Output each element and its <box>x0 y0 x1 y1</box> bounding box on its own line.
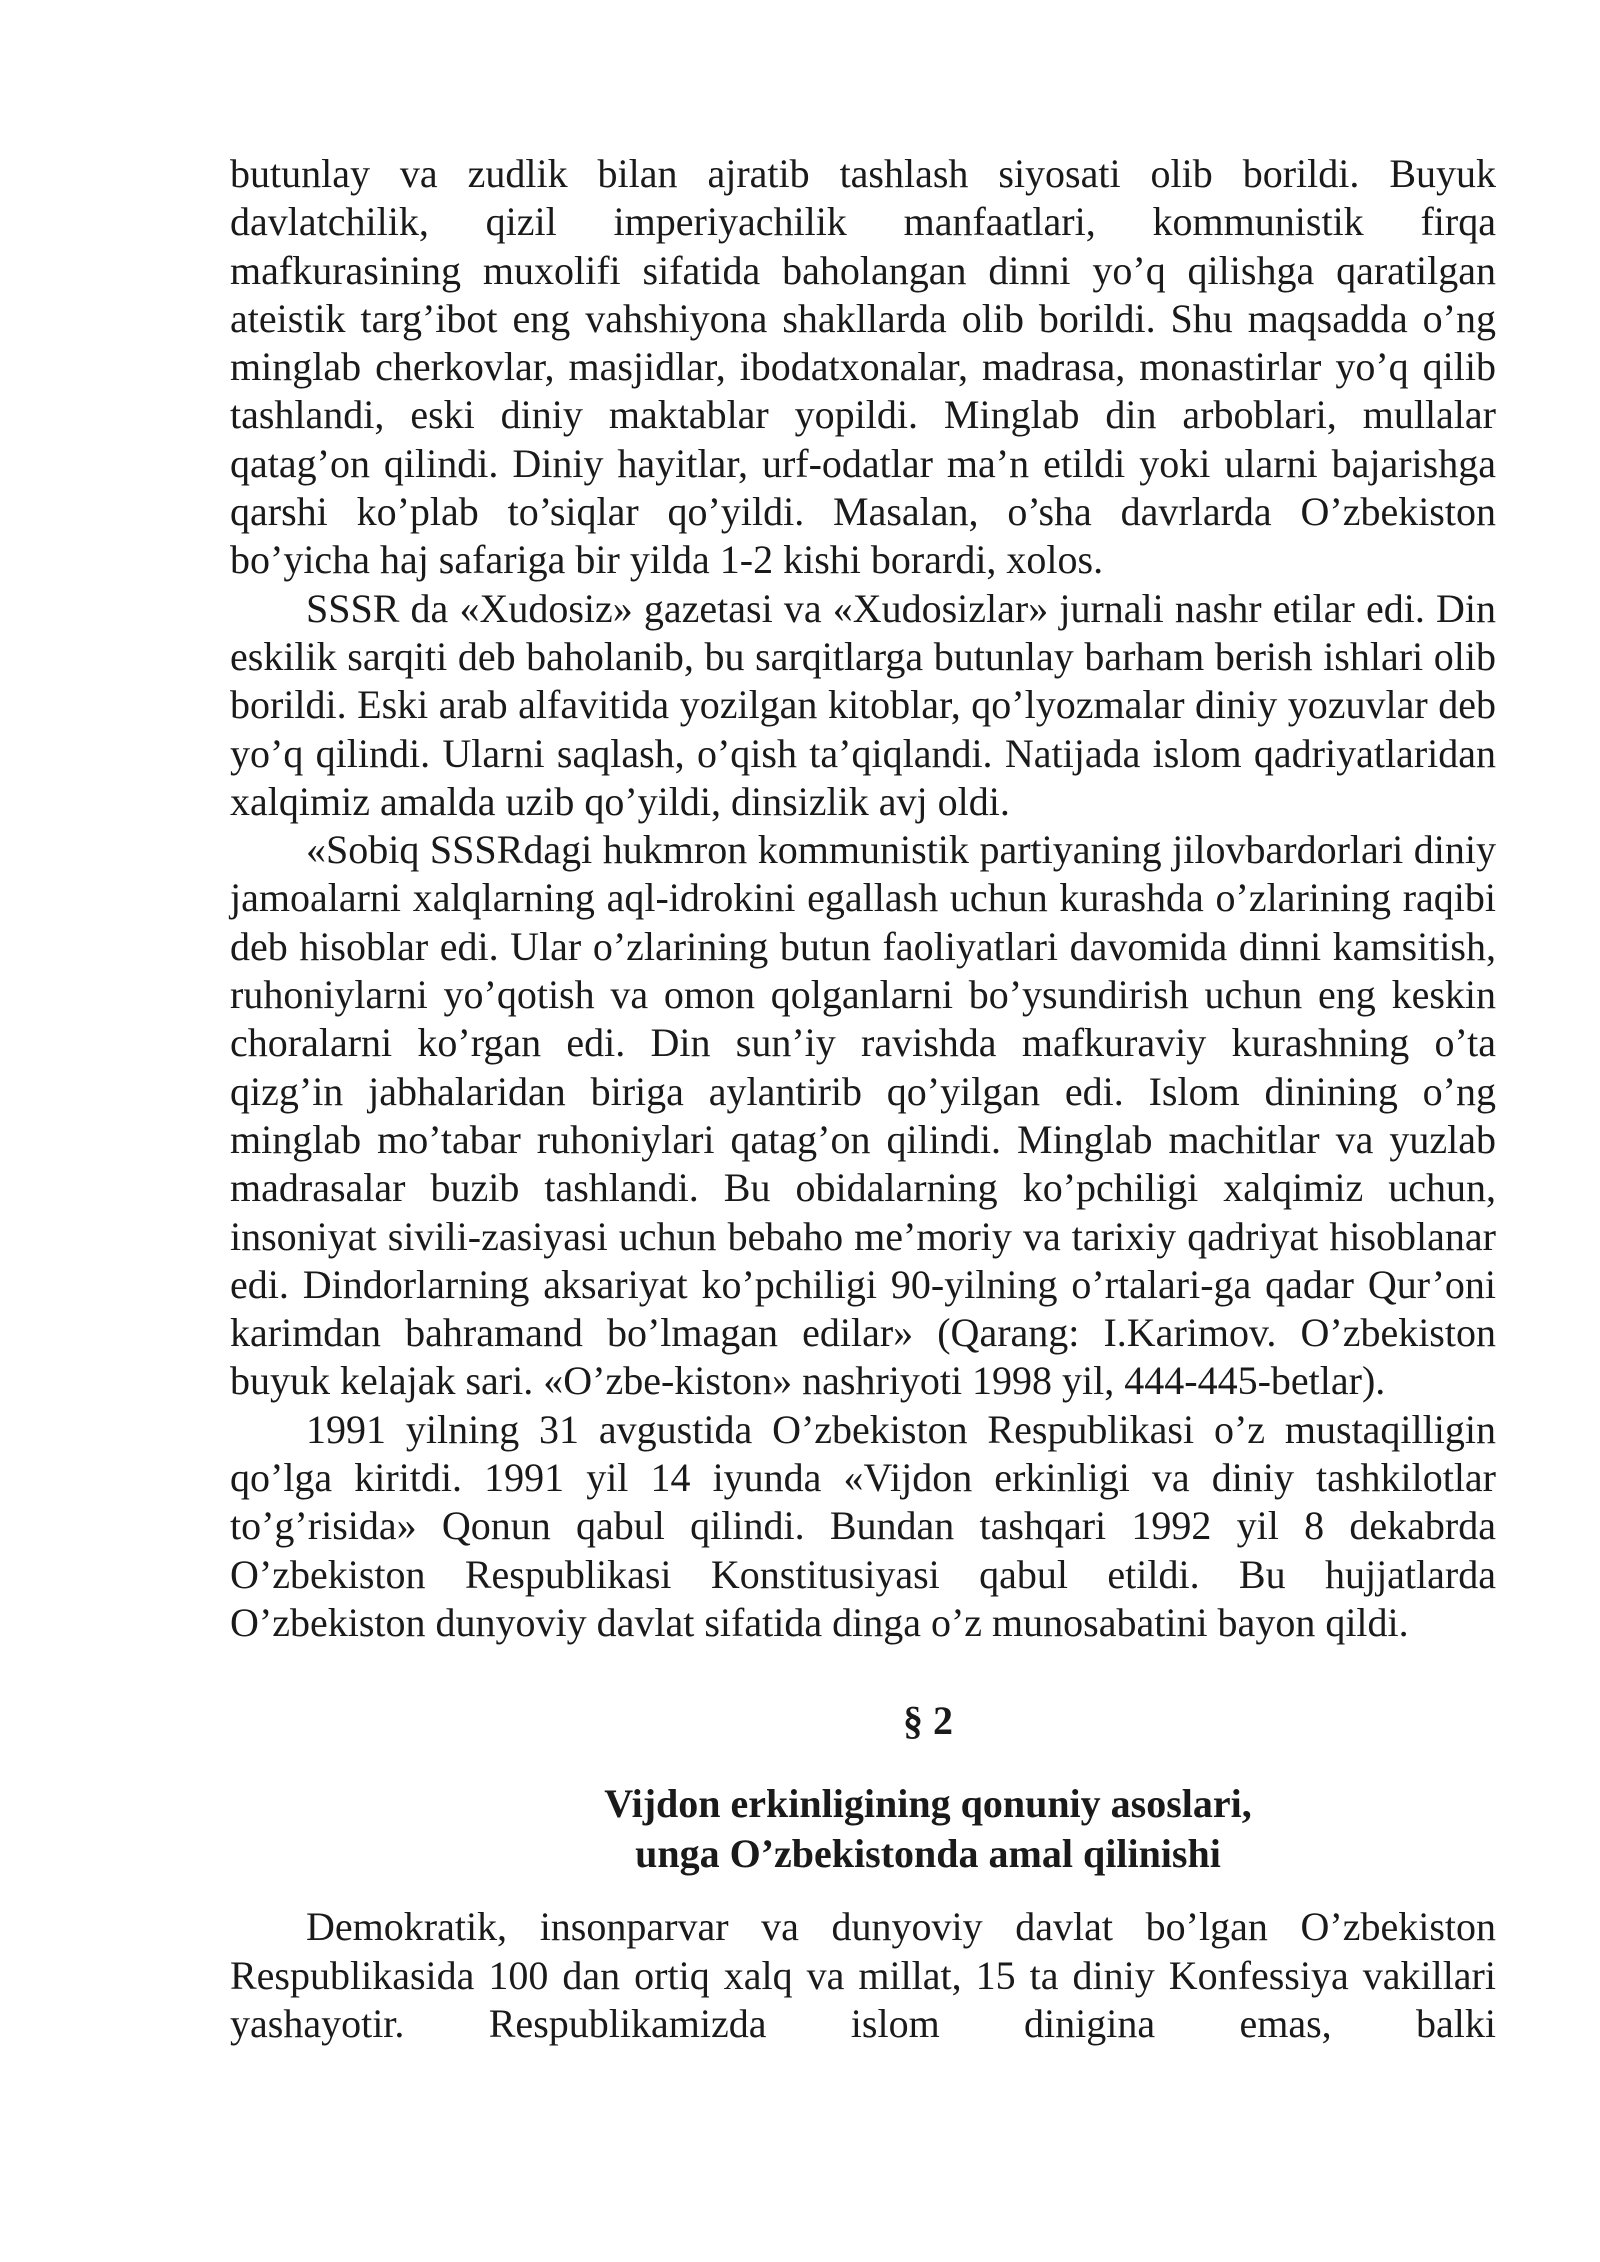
paragraph-4: 1991 yilning 31 avgustida O’zbekiston Respublikasi o’z mustaqilligin qo’lga kiritdi. 1991 yil 14 iyunda «Vijdon erkinligi va diniy tashkilotlar to’g’risida» Qonun qabul qilindi. Bundan tashqari 1992 yil 8 dekabrda O’zbekiston Respublikasi Konstitusiyasi qabul etildi. Bu hujjatlarda O’zbekiston dunyoviy davlat sifatida dinga o’z munosabatini bayon qildi. <box>230 1406 1496 1645</box>
paragraph-3: «Sobiq SSSRdagi hukmron kommunistik partiyaning jilovbardorlari diniy jamoalarni xalqlarning aql-idrokini egallash uchun kurashda o’zlarining raqibi deb hisoblar edi. Ular o’zlarining butun faoliyatlari davomida dinni kamsitish, ruhoniylarni yo’qotish va omon qolganlarni bo’ysundirish uchun eng keskin choralarni ko’rgan edi. Din sun’iy ravishda mafkuraviy kurashning o’ta qizg’in jabhalaridan biriga aylantirib qo’yilgan edi. Islom dinining o’ng minglab mo’tabar ruhoniylari qatag’on qilindi. Minglab machitlar va yuzlab madrasalar buzib tashlandi. Bu obidalarning ko’pchiligi xalqimiz uchun, insoniyat sivili-zasiyasi uchun bebaho me’moriy va tarixiy qadriyat hisoblanar edi. Dindorlarning aksariyat ko’pchiligi 90-yilning o’rtalari-ga qadar Qur’oni karimdan bahramand bo’lmagan edilar» (Qarang: I.Karimov. O’zbekiston buyuk kelajak sari. «O’zbe-kiston» nashriyoti 1998 yil, 444-445-betlar). <box>230 827 1496 1404</box>
section-title-line-2: unga O’zbekistonda amal qilinishi <box>635 1831 1221 1877</box>
section-title-line-1: Vijdon erkinligining qonuniy asoslari, <box>604 1781 1252 1827</box>
paragraph-1: butunlay va zudlik bilan ajratib tashlash siyosati olib borildi. Buyuk davlatchilik, qizil imperiyachilik manfaatlari, kommunistik firqa mafkurasining muxolifi sifatida baholangan dinni yo’q qilishga qaratilgan ateistik targ’ibot eng vahshiyona shakllarda olib borildi. Shu maqsadda o’ng minglab cherkovlar, masjidlar, ibodatxonalar, madrasa, monastirlar yo’q qilib tashlandi, eski diniy maktablar yopildi. Minglab din arboblari, mullalar qatag’on qilindi. Diniy hayitlar, urf-odatlar ma’n etildi yoki ularni bajarishga qarshi ko’plab to’siqlar qo’yildi. Masalan, o’sha davrlarda O’zbekiston bo’yicha haj safariga bir yilda 1-2 kishi borardi, xolos. <box>230 151 1496 583</box>
section-mark: § 2 <box>903 1698 953 1744</box>
document-page <box>230 150 1496 2048</box>
paragraph-2: SSSR da «Xudosiz» gazetasi va «Xudosizlar» jurnali nashr etilar edi. Din eskilik sarqiti deb baholanib, bu sarqitlarga butunlay barham berish ishlari olib borildi. Eski arab alfavitida yozilgan kitoblar, qo’lyozmalar diniy yozuvlar deb yo’q qilindi. Ularni saqlash, o’qish ta’qiqlandi. Natijada islom qadriyatlaridan xalqimiz amalda uzib qo’yildi, dinsizlik avj oldi. <box>230 585 1496 824</box>
section-title <box>230 1779 1496 1879</box>
paragraph-5: Demokratik, insonparvar va dunyoviy davlat bo’lgan O’zbekiston Respublikasida 100 dan ortiq xalq va millat, 15 ta diniy Konfessiya vakillari yashayotir. Respublikamizda islom dinigina emas, balki <box>230 1904 1496 2046</box>
